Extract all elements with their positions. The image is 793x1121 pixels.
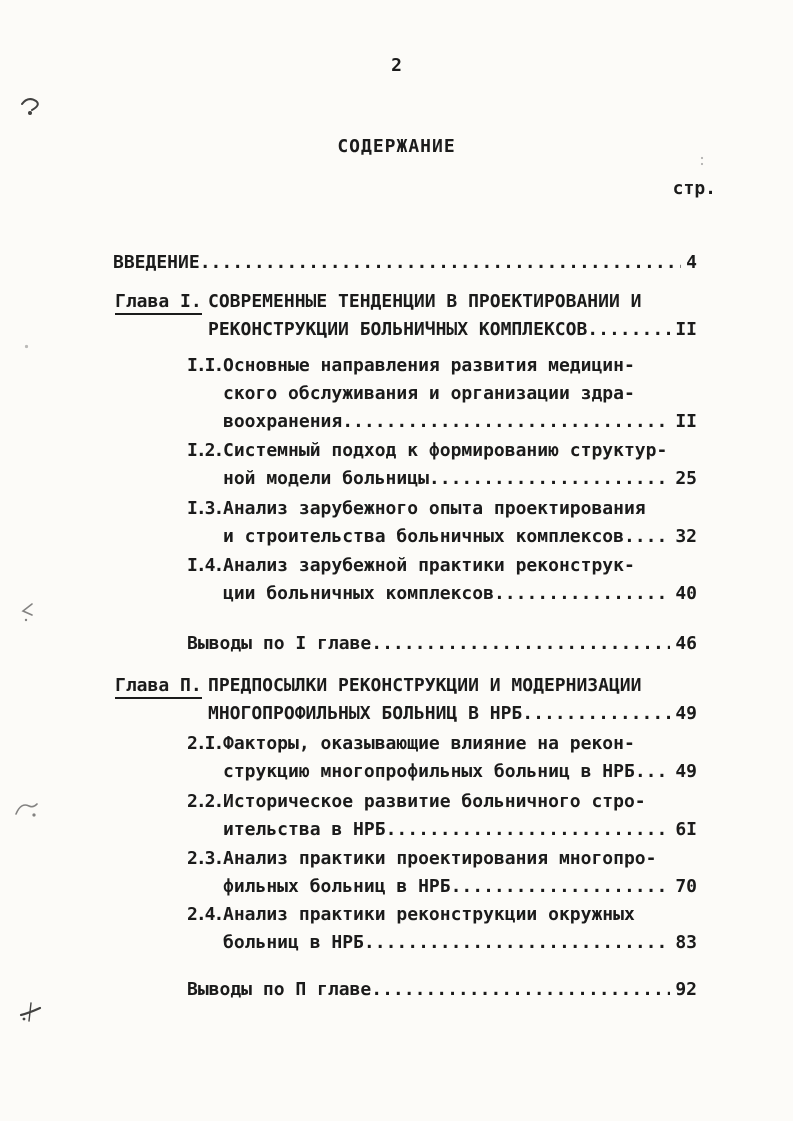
page-ref: II: [675, 411, 697, 432]
dot-leader: [371, 630, 670, 658]
section-number: I.4.: [187, 555, 223, 576]
chapter-label-cell: [115, 672, 208, 700]
page-ref: 32: [675, 526, 697, 547]
page-column-label: стр.: [672, 178, 716, 199]
page-ref: 49: [675, 703, 697, 724]
ink-speck: [700, 156, 704, 166]
section-title-line: ции больничных комплексов: [223, 583, 494, 604]
dot-leader: [624, 523, 670, 551]
toc-entry-section-2-4: [187, 901, 697, 957]
section-title-line: Историческое развитие больничного стро-: [223, 791, 646, 812]
page-ref: 49: [675, 761, 697, 782]
entry-title: Выводы по П главе: [187, 979, 372, 1000]
dot-leader: [451, 873, 671, 901]
dot-leader: [342, 408, 670, 436]
page-ref: 83: [675, 932, 697, 953]
section-title-line: Системный подход к формированию структур-: [223, 440, 668, 461]
page-ref: 46: [675, 633, 697, 654]
section-title-line: ительства в НРБ: [223, 819, 386, 840]
chapter-title-line: СОВРЕМЕННЫЕ ТЕНДЕНЦИИ В ПРОЕКТИРОВАНИИ И: [208, 291, 642, 312]
chapter-title-line: РЕКОНСТРУКЦИИ БОЛЬНИЧНЫХ КОМПЛЕКСОВ: [208, 319, 588, 340]
section-number: I.2.: [187, 440, 223, 461]
document-title: СОДЕРЖАНИЕ: [337, 136, 456, 157]
section-title-line: фильных больниц в НРБ: [223, 876, 451, 897]
toc-entry-section-1-2: [187, 437, 697, 493]
table-of-contents: [0, 249, 793, 1004]
dot-leader: [200, 249, 681, 277]
section-number: I.3.: [187, 498, 223, 519]
toc-entry-section-1-4: [187, 552, 697, 608]
dot-leader: [386, 816, 671, 844]
entry-title: ВВЕДЕНИЕ: [113, 252, 200, 273]
section-number: 2.3.: [187, 848, 223, 869]
section-number: 2.2.: [187, 791, 223, 812]
page-ref: II: [675, 319, 697, 340]
page-ref: 92: [675, 979, 697, 1000]
section-title-line: ского обслуживания и организации здра-: [223, 383, 635, 404]
section-number: I.I.: [187, 355, 223, 376]
section-title-line: Анализ практики реконструкции окружных: [223, 904, 635, 925]
page-ref: 4: [686, 252, 697, 273]
dot-leader: [494, 580, 670, 608]
toc-entry-section-2-2: [187, 788, 697, 844]
dot-leader: [587, 316, 670, 344]
pencil-speck-mark: [24, 344, 29, 349]
pencil-cross-mark: [18, 1000, 46, 1026]
dot-leader: [522, 700, 670, 728]
page-ref: 40: [675, 583, 697, 604]
section-title-line: и строительства больничных комплексов: [223, 526, 624, 547]
section-number: 2.4.: [187, 904, 223, 925]
entry-title: Выводы по I главе: [187, 633, 372, 654]
chapter-title-line: МНОГОПРОФИЛЬНЫХ БОЛЬНИЦ В НРБ: [208, 703, 523, 724]
toc-entry-introduction: [113, 249, 697, 277]
dot-leader: [429, 465, 670, 493]
dot-leader: [371, 976, 670, 1004]
section-title-line: Анализ зарубежной практики реконструк-: [223, 555, 635, 576]
chapter-title-line: ПРЕДПОСЫЛКИ РЕКОНСТРУКЦИИ И МОДЕРНИЗАЦИИ: [208, 675, 642, 696]
pencil-stroke-mark: [20, 96, 44, 124]
page-ref: 6I: [675, 819, 697, 840]
pencil-curve-mark: [14, 798, 40, 822]
chapter-label: Глава I.: [115, 291, 202, 315]
dot-leader: [635, 758, 671, 786]
page-ref: 25: [675, 468, 697, 489]
toc-entry-chapter-2-conclusions: [187, 976, 697, 1004]
page-number: 2: [391, 55, 402, 76]
section-title-line: Анализ практики проектирования многопро-: [223, 848, 657, 869]
section-title-line: Факторы, оказывающие влияние на рекон-: [223, 733, 635, 754]
section-title-line: воохранения: [223, 411, 343, 432]
section-title-line: Анализ зарубежного опыта проектирования: [223, 498, 646, 519]
page-ref: 70: [675, 876, 697, 897]
toc-entry-chapter-2: [115, 672, 697, 728]
section-title-line: струкцию многопрофильных больниц в НРБ: [223, 761, 635, 782]
dot-leader: [364, 929, 670, 957]
section-title-line: Основные направления развития медицин-: [223, 355, 635, 376]
pencil-tick-mark: [20, 602, 36, 624]
section-title-line: больниц в НРБ: [223, 932, 364, 953]
section-number: 2.I.: [187, 733, 223, 754]
toc-entry-chapter-1-conclusions: [187, 630, 697, 658]
chapter-label-cell: [115, 288, 208, 316]
toc-entry-section-2-3: [187, 845, 697, 901]
section-title-line: ной модели больницы: [223, 468, 429, 489]
toc-entry-section-1-1: [187, 352, 697, 436]
chapter-label: Глава П.: [115, 675, 202, 699]
toc-entry-section-1-3: [187, 495, 697, 551]
toc-entry-chapter-1: [115, 288, 697, 344]
toc-entry-section-2-1: [187, 730, 697, 786]
